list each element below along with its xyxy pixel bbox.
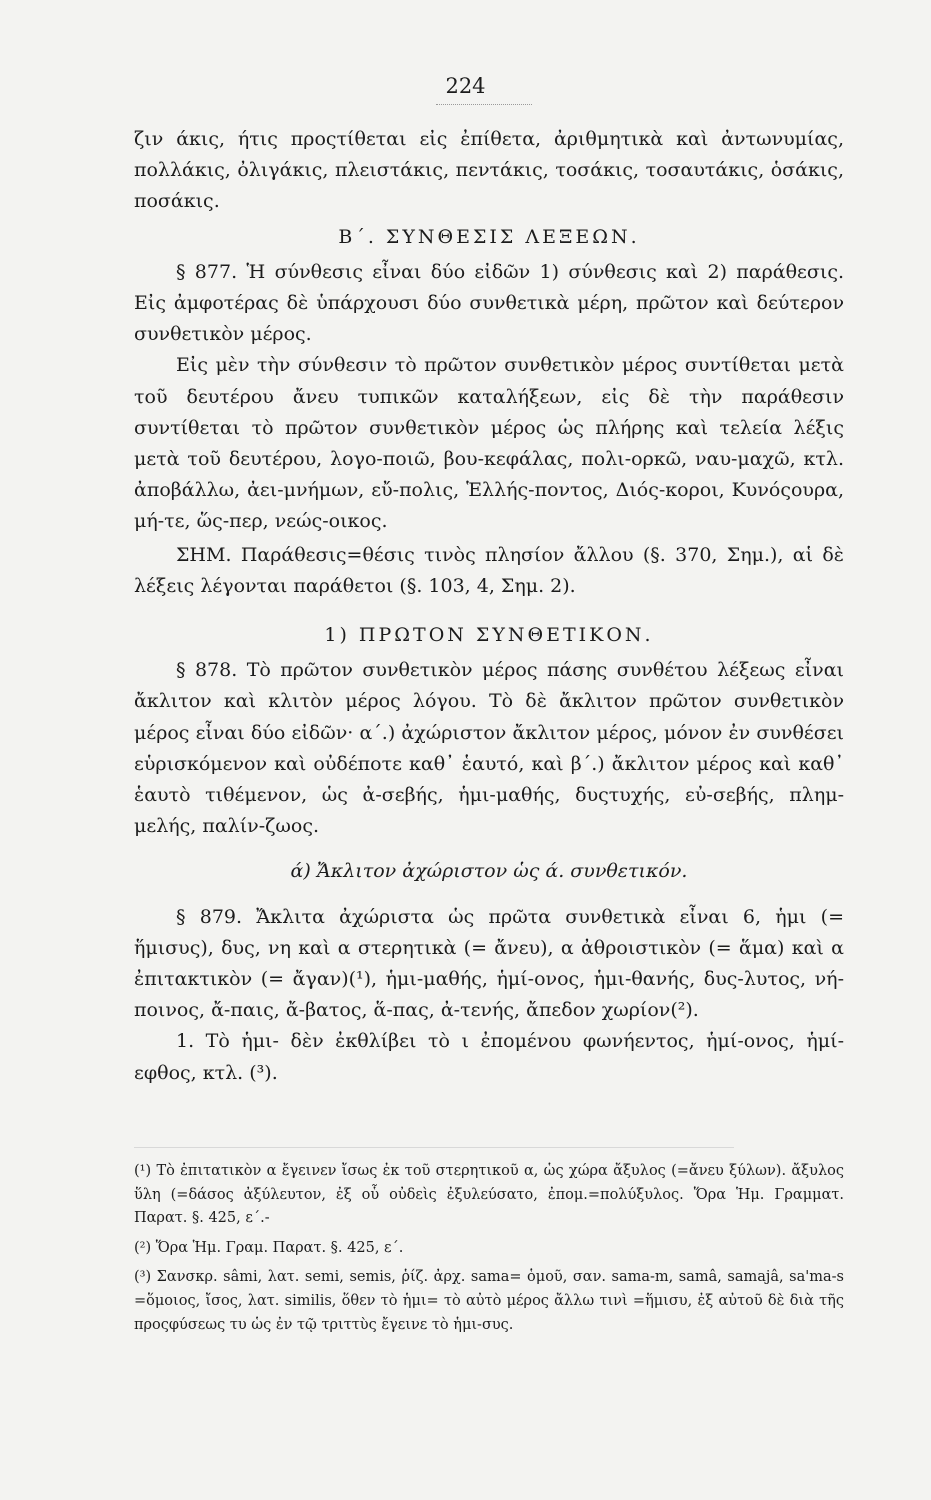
note-877: ΣΗΜ. Παράθεσις=θέσις τινὸς πλησίον ἄλλου (§. 370, Σημ.), αἱ δὲ λέξεις λέγονται παράθετοι (§. 103, 4, Σημ. 2). xyxy=(134,543,844,597)
footnote-2: (²) Ὅρα Ἡμ. Γραμ. Παρατ. §. 425, ε΄. xyxy=(134,1239,404,1256)
section-heading-1: 1) ΠΡΩΤΟΝ ΣΥΝΘΕΤΙΚΟΝ. xyxy=(324,624,654,647)
page-number: 224 xyxy=(445,74,486,98)
footnotes xyxy=(134,1160,844,1337)
page-number-rule xyxy=(436,104,532,105)
paragraph-877-body: Εἰς μὲν τὴν σύνθεσιν τὸ πρῶτον συνθετικὸν μέρος συντίθεται μετὰ τοῦ δευτέρου ἄνευ τυπικῶν καταλήξεων, εἰς δὲ τὴν παράθεσιν συντίθεται τὸ πρῶτον συνθετικὸν μέρος ὡς πλήρης καὶ τελεία λέξις μετὰ τοῦ δευτέρου, λογο-ποιῶ, βου-κεφάλας, πολι-ορκῶ, ναυ-μαχῶ, κτλ. ἀποβάλλω, ἀει-μνήμων, εὔ-πολις, Ἑλλής-ποντος, Διός-κοροι, Κυνόςουρα, μή-τε, ὥς-περ, νεώς-οικος. xyxy=(134,354,844,533)
footnote-divider xyxy=(134,1147,734,1148)
paragraph-879: § 879. Ἄκλιτα ἀχώριστα ὡς πρῶτα συνθετικὰ εἶναι 6, ἡμι (= ἥμισυς), δυς, νη καὶ α στερητικὰ (= ἄνευ), α ἀθροιστικὸν (= ἅμα) καὶ α ἐπιτακτικὸν (= ἄγαν)(¹), ἡμι-μαθής, ἡμί-ονος, ἡμι-θανής, δυς-λυτος, νή-ποινος, ἄ-παις, ἄ-βατος, ἅ-πας, ἀ-τενής, ἄπεδον χωρίον(²). xyxy=(134,905,844,1022)
section-heading-b: Β΄. ΣΥΝΘΕΣΙΣ ΛΕΞΕΩΝ. xyxy=(338,225,640,248)
paragraph-878: § 878. Τὸ πρῶτον συνθετικὸν μέρος πάσης συνθέτου λέξεως εἶναι ἄκλιτον καὶ κλιτὸν μέρος λόγου. Τὸ δὲ ἄκλιτον πρῶτον συνθετικὸν μέρος εἶναι δύο εἰδῶν· α΄.) ἀχώριστον ἄκλιτον μέρος, μόνον ἐν συνθέσει εὑρισκόμενον καὶ οὐδέποτε καθ᾽ ἑαυτό, καὶ β΄.) ἄκλιτον μέρος καὶ καθ᾽ ἑαυτὸ τιθέμενον, ὡς ἀ-σεβής, ἡμι-μαθής, δυςτυχής, εὐ-σεβής, πλημ-μελής, παλίν-ζωος. xyxy=(134,659,844,838)
paragraph-continuation: ζιν άκις, ήτις προςτίθεται εἰς ἐπίθετα, ἀριθμητικὰ καὶ ἀντωνυμίας, πολλάκις, ὀλιγάκις, πλειστάκις, πεντάκις, τοσάκις, τοσαυτάκις, ὁσάκις, ποσάκις. xyxy=(134,128,844,213)
spacer xyxy=(134,602,844,616)
body-text xyxy=(134,124,844,1089)
footnote-1: (¹) Τὸ ἐπιτατικὸν α ἔγεινεν ἴσως ἐκ τοῦ στερητικοῦ α, ὡς χώρα ἄξυλος (=ἄνευ ξύλων). ἄξυλος ὕλη (=δάσος ἀξύλευτον, ἐξ οὗ οὐδεὶς ἐξυλεύσατο, ἐπομ.=πολύξυλος. Ὅρα Ἡμ. Γραμματ. Παρατ. §. 425, ε΄.- xyxy=(134,1163,844,1227)
paragraph-877-intro: § 877. Ἡ σύνθεσις εἶναι δύο εἰδῶν 1) σύνθεσις καὶ 2) παράθεσις. Εἰς ἀμφοτέρας δὲ ὑπάρχουσι δύο συνθετικὰ μέρη, πρῶτον καὶ δεύτερον συνθετικὸν μέρος. xyxy=(134,260,844,346)
paragraph-879-1: 1. Τὸ ἡμι- δὲν ἐκθλίβει τὸ ι ἐπομένου φωνήεντος, ἡμί-ονος, ἡμί-εφθος, κτλ. (³). xyxy=(134,1030,844,1084)
footnote-3: (³) Σανσκρ. sâmi, λατ. semi, semis, ῥίζ. ἀρχ. sama= ὁμοῦ, σαν. sama-m, samâ, samajâ, sa'ma-s =ὅμοιος, ἴσος, λατ. similis, ὅθεν τὸ ἡμι= τὸ αὐτὸ μέρος ἄλλω τινὶ =ἥμισυ, ἐξ αὐτοῦ δὲ διὰ τῆς προςφύσεως τυ ὡς ἐν τῷ τριττὺς ἔγεινε τὸ ἡμι-συς. xyxy=(134,1269,844,1333)
subsection-heading-a: ά) Ἄκλιτον ἀχώριστον ὡς ά. συνθετικόν. xyxy=(290,860,688,883)
